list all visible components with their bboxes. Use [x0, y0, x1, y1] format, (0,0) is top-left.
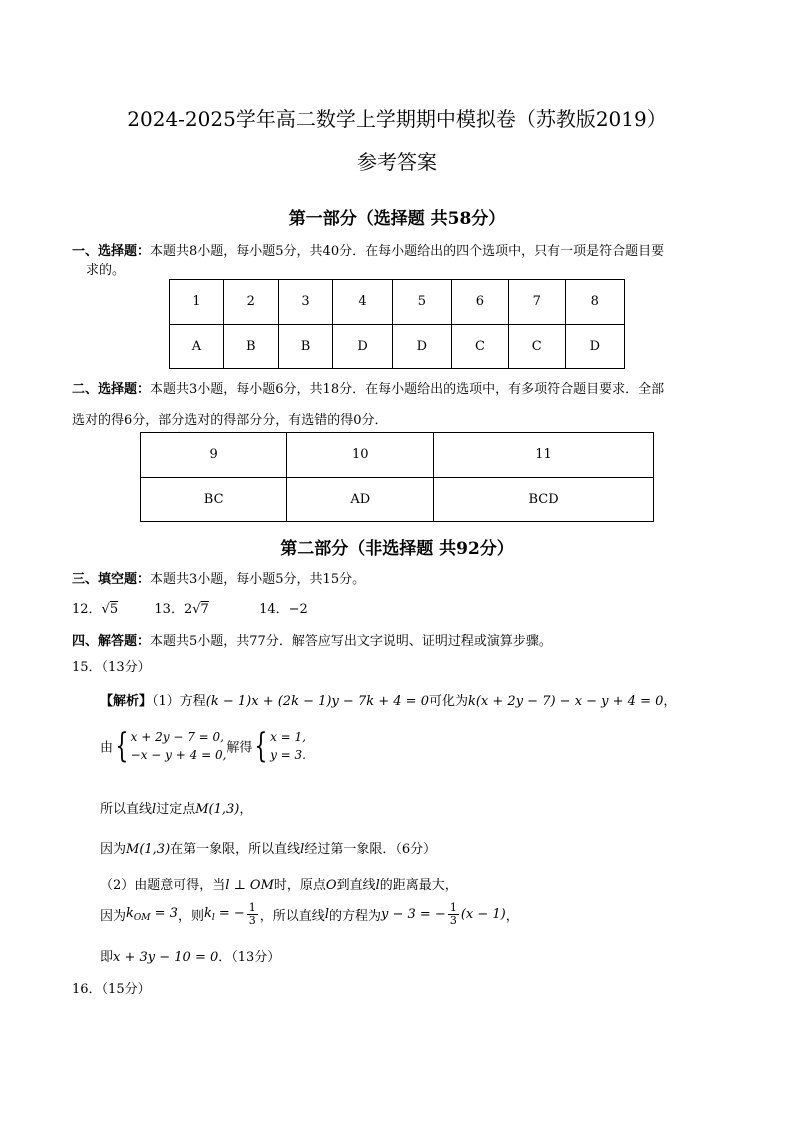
- table-cell: 8: [565, 280, 624, 325]
- q14-answer: −2: [288, 602, 308, 617]
- table-cell: C: [452, 324, 509, 369]
- table-cell: 10: [287, 433, 434, 478]
- q15-line2: [100, 728, 306, 764]
- text: 经过第一象限．（6分）: [304, 842, 437, 857]
- table-cell: D: [392, 324, 451, 369]
- text: ，: [505, 909, 519, 924]
- text: 的方程为: [328, 909, 381, 924]
- system-row: x + 2y − 7 = 0,: [130, 730, 224, 744]
- text: ，: [239, 802, 253, 817]
- system-row: x = 1,: [270, 730, 306, 744]
- left-brace: {: [115, 726, 129, 766]
- table-cell: C: [508, 324, 565, 369]
- table-row: [170, 324, 625, 369]
- text: ．（13分）: [218, 950, 281, 965]
- slope: [204, 906, 245, 921]
- sqrt-symbol: √: [192, 602, 201, 617]
- table-cell: A: [170, 324, 224, 369]
- table-cell: B: [278, 324, 333, 369]
- q15-line1: [100, 690, 676, 709]
- section1-text-cont: 求的。: [86, 263, 126, 278]
- slope: [126, 906, 178, 921]
- section1-text: 本题共8小题，每小题5分，共40分．在每小题给出的四个选项中，只有一项是符合题目要: [150, 244, 665, 259]
- fraction: [448, 902, 459, 927]
- q14-label: 14．: [259, 602, 289, 617]
- section1-label: 一、选择题：: [72, 244, 151, 259]
- q15-line4: [100, 838, 436, 857]
- slope-equals: = −: [214, 906, 245, 921]
- page-subtitle: 参考答案: [357, 150, 437, 174]
- system-row: y = 3.: [270, 748, 306, 762]
- q13-radicand: 7: [200, 602, 209, 617]
- text: 的距离最大，: [379, 878, 458, 893]
- part2-heading: 第二部分（非选择题 共92分）: [280, 539, 514, 559]
- equation: x + 3y − 10 = 0: [113, 950, 219, 965]
- table-cell: D: [333, 324, 392, 369]
- point: M(1,3): [126, 842, 171, 857]
- text: 因为: [100, 842, 127, 857]
- q15-line5: [100, 874, 458, 893]
- q15-line3: [100, 798, 252, 817]
- equation: y − 3 = −: [381, 907, 446, 922]
- q15-header: 15．（13分）: [72, 660, 151, 675]
- answer-table-2: [140, 432, 654, 522]
- text: 由: [100, 740, 114, 756]
- equation: (x − 1): [460, 907, 506, 922]
- variable: l: [152, 802, 157, 817]
- slope-symbol: k: [203, 906, 212, 921]
- part1-heading: 第一部分（选择题 共58分）: [288, 209, 506, 229]
- table-row: [141, 477, 654, 522]
- text: ，: [663, 694, 677, 709]
- table-row: [141, 433, 654, 478]
- text: （1）方程: [152, 694, 206, 709]
- table-cell: 4: [333, 280, 392, 325]
- table-cell: 5: [392, 280, 451, 325]
- q13-coef: 2: [183, 602, 193, 617]
- section2-label: 二、选择题：: [72, 382, 151, 397]
- equation: k(x + 2y − 7) − x − y + 4 = 0: [467, 694, 664, 709]
- q16-header: 16．（15分）: [72, 982, 151, 997]
- slope-subscript: l: [211, 913, 215, 923]
- section3-instruction: [72, 568, 365, 587]
- text: 在第一象限，所以直线: [170, 842, 301, 857]
- text: ，所以直线: [259, 909, 325, 924]
- numerator: 1: [449, 901, 457, 914]
- point: M(1,3): [195, 802, 240, 817]
- table-cell: B: [223, 324, 278, 369]
- table-cell: BCD: [434, 477, 654, 522]
- variable: l: [300, 842, 305, 857]
- section4-text: 本题共5小题，共77分．解答应写出文字说明、证明过程或演算步骤。: [150, 634, 552, 649]
- text: （2）由题意可得，当: [100, 878, 226, 893]
- section2-text-cont: 选对的得6分，部分选对的得部分分，有选错的得0分．: [72, 413, 388, 428]
- solution-system: [270, 728, 306, 764]
- system-row: −x − y + 4 = 0,: [130, 748, 227, 762]
- section4-instruction: [72, 630, 552, 649]
- equation-system: [131, 728, 227, 764]
- slope-value: = 3: [150, 906, 178, 921]
- fraction: [247, 902, 258, 927]
- text: 因为: [100, 909, 127, 924]
- q13-label: 13．: [154, 602, 184, 617]
- table-cell: 6: [452, 280, 509, 325]
- table-cell: AD: [287, 477, 434, 522]
- text: 时，原点: [273, 878, 326, 893]
- text: 即: [100, 950, 114, 965]
- table-cell: D: [565, 324, 624, 369]
- equation: (k − 1)x + (2k − 1)y − 7k + 4 = 0: [205, 694, 429, 709]
- text: 到直线: [336, 878, 376, 893]
- table-cell: 9: [141, 433, 287, 478]
- table-cell: BC: [141, 477, 287, 522]
- variable: l: [324, 907, 329, 922]
- variable: O: [325, 878, 337, 893]
- section3-label: 三、填空题：: [72, 572, 151, 587]
- section3-text: 本题共3小题，每小题5分，共15分。: [150, 572, 366, 587]
- text: 解得: [226, 740, 253, 756]
- sqrt-symbol: √: [101, 602, 110, 617]
- q15-line6: [100, 902, 519, 927]
- variable: l: [375, 878, 380, 893]
- answer-table-1: [169, 279, 625, 369]
- denominator: 3: [449, 914, 457, 927]
- table-cell: 3: [278, 280, 333, 325]
- text: 过定点: [156, 802, 196, 817]
- text: 所以直线: [100, 802, 153, 817]
- slope-subscript: OM: [133, 913, 151, 923]
- analysis-label: 【解析】: [100, 694, 153, 709]
- page-title: 2024-2025学年高二数学上学期期中模拟卷（苏教版2019）: [127, 107, 667, 131]
- denominator: 3: [248, 914, 256, 927]
- left-brace: {: [254, 726, 268, 766]
- fill-answers: [72, 598, 308, 617]
- table-cell: 11: [434, 433, 654, 478]
- numerator: 1: [248, 901, 256, 914]
- table-row: [170, 280, 625, 325]
- section2-text: 本题共3小题，每小题6分，共18分．在每小题给出的选项中，有多项符合题目要求．全部: [150, 382, 665, 397]
- table-cell: 1: [170, 280, 224, 325]
- text: ，则: [177, 909, 204, 924]
- q12-label: 12．: [72, 602, 102, 617]
- q12-answer: 5: [109, 602, 119, 617]
- condition: l ⊥ OM: [225, 878, 274, 893]
- table-cell: 2: [223, 280, 278, 325]
- section1-instruction: [72, 240, 664, 259]
- q15-line7: [100, 946, 280, 965]
- text: 可化为: [428, 694, 468, 709]
- slope-symbol: k: [126, 906, 134, 921]
- section2-instruction: [72, 378, 664, 397]
- table-cell: 7: [508, 280, 565, 325]
- section4-label: 四、解答题：: [72, 634, 151, 649]
